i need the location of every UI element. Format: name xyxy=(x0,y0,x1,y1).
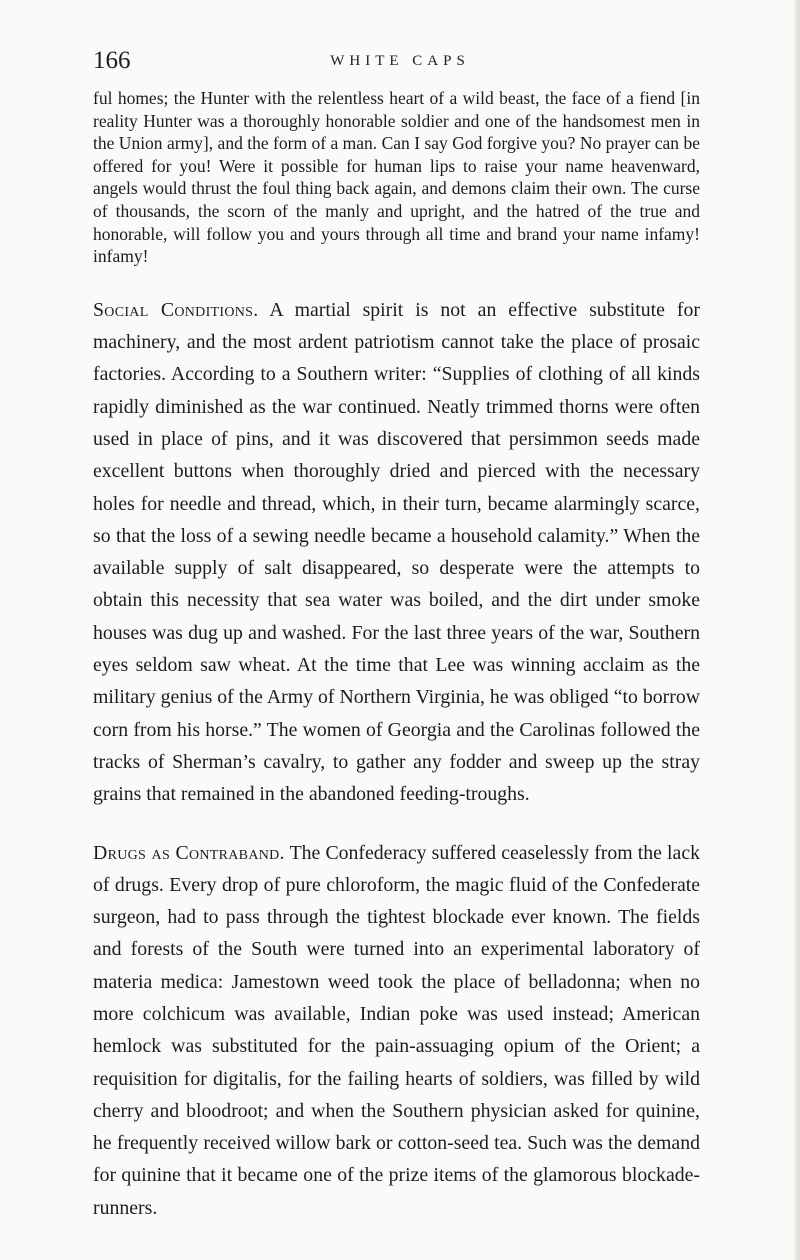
book-title: WHITE CAPS xyxy=(330,53,470,69)
page-number: 166 xyxy=(93,47,131,74)
section-heading-social-conditions: Social Conditions. xyxy=(93,298,259,321)
paragraph-text: A martial spirit is not an effective substitute for machinery, and the most ardent patriotism cannot take the place of prosaic factories. According to a Southern writer: “Supplies of clothing of all kinds rapidly diminished as the war continued. Neatly trimmed thorns were often used in place of pins, and it was discovered that persimmon seeds made excellent buttons when thoroughly dried and pierced with the necessary holes for needle and thread, which, in their turn, became alarmingly scarce, so that the loss of a sewing needle became a household calamity.” When the available supply of salt disappeared, so desperate were the attempts to obtain this necessity that sea water was boiled, and the dirt under smoke houses was dug up and washed. For the last three years of the war, Southern eyes seldom saw wheat. At the time that Lee was winning acclaim as the military genius of the Army of Northern Virginia, he was obliged “to borrow corn from his horse.” The women of Georgia and the Carolinas followed the tracks of Sherman’s cavalry, to gather any fodder and sweep up the stray grains that remained in the abandoned feeding-troughs. xyxy=(93,298,700,806)
section-heading-drugs-as-contraband: Drugs as Contraband. xyxy=(93,841,285,864)
paragraph-social-conditions xyxy=(93,294,700,811)
page-edge xyxy=(794,0,800,1260)
body-text xyxy=(93,87,700,1224)
paragraph-text: The Confederacy suffered ceaselessly from the lack of drugs. Every drop of pure chloroform, the magic fluid of the Confederate surgeon, had to pass through the tightest blockade ever known. The fields and forests of the South were turned into an experimental laboratory of materia medica: Jamestown weed took the place of belladonna; when no more colchicum was available, Indian poke was used instead; American hemlock was substituted for the pain-assuaging opium of the Orient; a requisition for digitalis, for the failing hearts of soldiers, was filled by wild cherry and bloodroot; and when the Southern physician asked for quinine, he frequently received willow bark or cotton-seed tea. Such was the demand for quinine that it became one of the prize items of the glamorous blockade-runners. xyxy=(93,841,700,1219)
paragraph-quotation-continued xyxy=(93,87,700,268)
paragraph-text: ful homes; the Hunter with the relentless heart of a wild beast, the face of a fiend [in reality Hunter was a thoroughly honorable soldier and one of the handsomest men in the Union army], and the form of a man. Can I say God forgive you? No prayer can be offered for you! Were it possible for human lips to raise your name heavenward, angels would thrust the foul thing back again, and demons claim their own. The curse of thousands, the scorn of the manly and upright, and the hatred of the true and honorable, will follow you and yours through all time and brand your name infamy! infamy! xyxy=(93,88,700,267)
paragraph-drugs-as-contraband xyxy=(93,837,700,1225)
running-head xyxy=(93,44,707,80)
